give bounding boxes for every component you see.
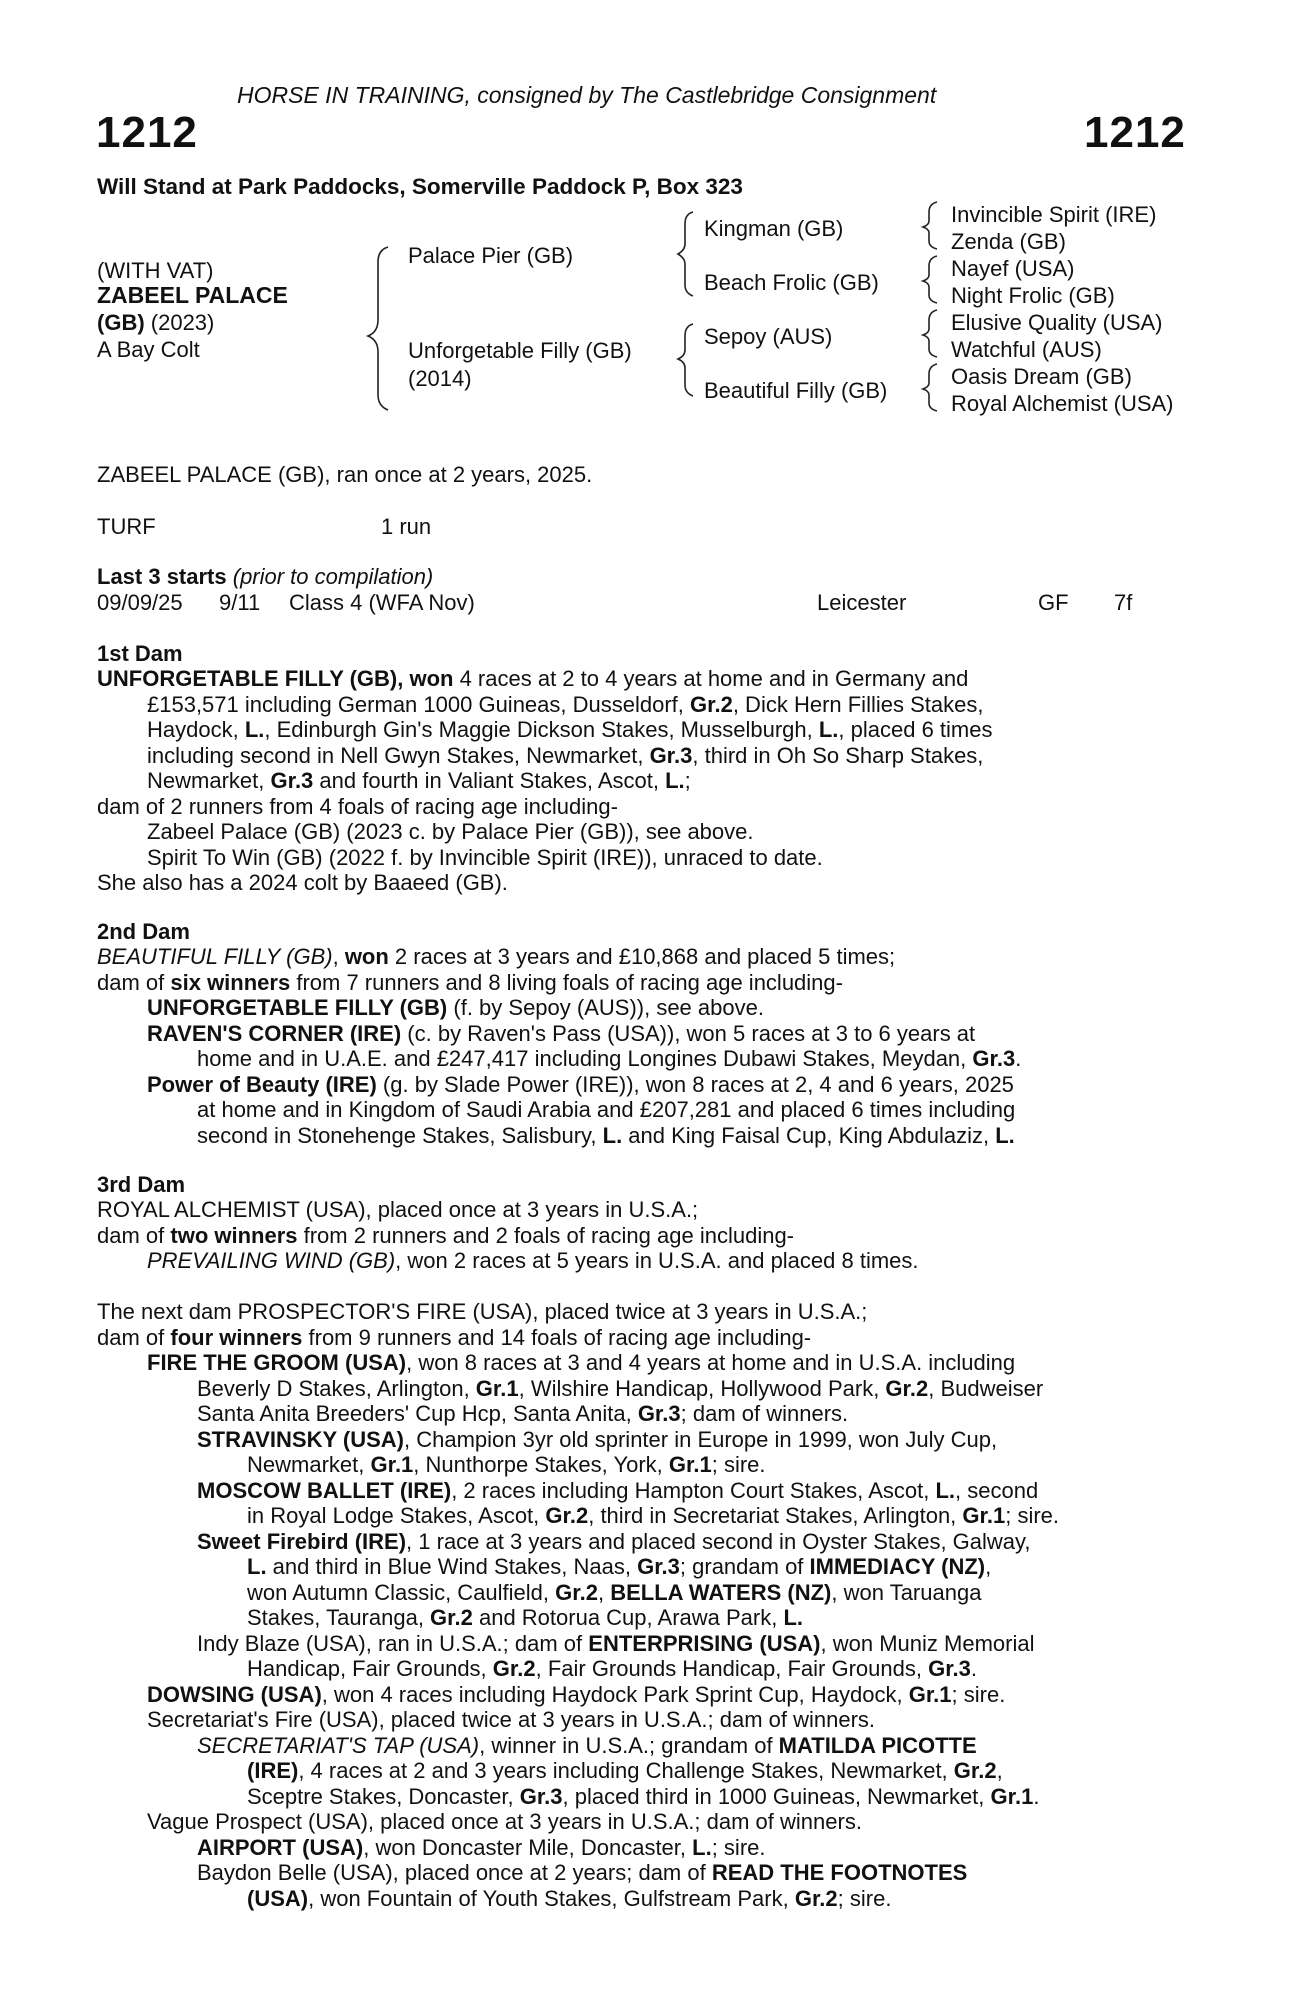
- nd-line3: [147, 1350, 1015, 1376]
- nd-t: Handicap, Fair Grounds,: [247, 1656, 493, 1681]
- pedigree-dam-dam: Beautiful Filly (GB): [704, 378, 888, 403]
- nd-t: Gr.1: [962, 1503, 1006, 1528]
- nd-line8: [197, 1478, 1038, 1504]
- nd-line17: Secretariat's Fire (USA), placed twice at 3 years in U.S.A.; dam of winners.: [147, 1707, 876, 1732]
- nd-line7: [247, 1452, 766, 1478]
- dam1-t: , placed 6 times: [838, 717, 993, 742]
- dam2-t: BEAUTIFUL FILLY (GB): [97, 944, 333, 969]
- sepoy-brace: [923, 310, 937, 357]
- nd-t: ; grandam of: [679, 1554, 810, 1579]
- nd-line12: [247, 1580, 981, 1606]
- nd-t: (USA): [247, 1885, 309, 1911]
- nd-t: , 2 races including Hampton Court Stakes, Ascot,: [451, 1477, 936, 1503]
- dam2-t: ,: [332, 944, 345, 969]
- nd-t: READ THE FOOTNOTES: [711, 1860, 968, 1885]
- nd-t: won Autumn Classic, Caulfield,: [247, 1579, 556, 1605]
- race-summary: ZABEEL PALACE (GB), ran once at 2 years, 2025.: [97, 462, 593, 487]
- nd-t: , won 4 races including Haydock Park Sprint Cup, Haydock,: [321, 1681, 909, 1707]
- dam3-line1: ROYAL ALCHEMIST (USA), placed once at 3 years in U.S.A.;: [97, 1197, 699, 1222]
- nd-t: .: [970, 1656, 978, 1681]
- dam2-line1: [97, 944, 895, 970]
- nd-t: Gr.3: [637, 1554, 680, 1579]
- dam2-t: L.: [602, 1122, 623, 1148]
- nd-t: ,: [597, 1579, 611, 1605]
- dam1-grade: L.: [818, 717, 839, 742]
- nd-line20: [247, 1784, 1039, 1810]
- nd-t: STRAVINSKY (USA): [197, 1426, 404, 1452]
- pedigree-sdd: Night Frolic (GB): [951, 283, 1115, 308]
- dam1-block: [97, 666, 1207, 896]
- nd-t: Gr.3: [637, 1401, 681, 1426]
- nd-t: , third in Secretariat Stakes, Arlington,: [588, 1503, 963, 1528]
- nd-t: , Champion 3yr old sprinter in Europe in 1999, won July Cup,: [403, 1426, 998, 1452]
- dam1-line5: [147, 768, 691, 794]
- nd-t: ; sire.: [711, 1452, 766, 1477]
- kingman-brace: [923, 202, 937, 249]
- horse-origin: (GB): [97, 310, 145, 335]
- pedigree-ddd: Royal Alchemist (USA): [951, 391, 1174, 416]
- dam2-t: RAVEN'S CORNER (IRE): [147, 1020, 402, 1046]
- nd-line1: The next dam PROSPECTOR'S FIRE (USA), placed twice at 3 years in U.S.A.;: [97, 1299, 868, 1324]
- sire-brace: [678, 212, 693, 296]
- pedigree-sss: Invincible Spirit (IRE): [951, 202, 1157, 227]
- nd-t: ,: [996, 1758, 1003, 1783]
- nd-line16: [147, 1682, 1005, 1708]
- dam1-t: including second in Nell Gwyn Stakes, Newmarket,: [147, 742, 650, 768]
- pedigree-dds: Oasis Dream (GB): [951, 364, 1132, 389]
- horse-year: (2023): [144, 310, 215, 335]
- dam1-grade: Gr.2: [690, 691, 733, 717]
- nd-t: , Fair Grounds Handicap, Fair Grounds,: [535, 1656, 929, 1681]
- dam2-t: and King Faisal Cup, King Abdulaziz,: [622, 1122, 996, 1148]
- last-starts-title: Last 3 starts: [97, 564, 227, 589]
- dam2-t: L.: [995, 1122, 1015, 1148]
- dam1-heading: 1st Dam: [97, 641, 183, 666]
- nd-line2: [97, 1325, 811, 1351]
- record-surface: TURF: [97, 514, 156, 539]
- dam2-t: (f. by Sepoy (AUS)), see above.: [447, 995, 764, 1020]
- dam2-t: from 7 runners and 8 living foals of racing age including-: [290, 969, 843, 995]
- dam1-t: Haydock,: [147, 717, 245, 742]
- dam1-grade: L.: [244, 717, 265, 742]
- nd-line10: [197, 1529, 1031, 1555]
- dam2-line2: [97, 970, 843, 996]
- nd-t: Gr.2: [555, 1579, 598, 1605]
- nd-t: MATILDA PICOTTE: [778, 1732, 977, 1758]
- nd-t: , won Fountain of Youth Stakes, Gulfstream Park,: [308, 1885, 795, 1911]
- dam3-t: , won 2 races at 5 years in U.S.A. and placed 8 times.: [395, 1248, 919, 1273]
- nd-line4: [197, 1376, 1043, 1402]
- dam1-t: £153,571 including German 1000 Guineas, Dusseldorf,: [147, 691, 691, 717]
- lot-number-left: 1212: [96, 108, 198, 157]
- dam2-t: (g. by Slade Power (IRE)), won 8 races at 2, 4 and 6 years, 2025: [376, 1071, 1014, 1097]
- nd-t: Gr.2: [885, 1375, 929, 1401]
- nd-t: , Wilshire Handicap, Hollywood Park,: [518, 1375, 886, 1401]
- horse-vat: (WITH VAT): [97, 258, 214, 283]
- horse-desc: A Bay Colt: [97, 337, 200, 362]
- nd-t: L.: [935, 1477, 956, 1503]
- nd-t: ; sire.: [711, 1834, 766, 1860]
- pedigree-dam-sire: Sepoy (AUS): [704, 324, 833, 349]
- pedigree-sds: Nayef (USA): [951, 256, 1075, 281]
- dam1-line2: [147, 692, 983, 718]
- pedigree-dsd: Watchful (AUS): [951, 337, 1102, 362]
- nd-t: from 9 runners and 14 foals of racing age including-: [302, 1324, 812, 1350]
- dam2-line8: [197, 1123, 1015, 1149]
- consignor-line: HORSE IN TRAINING, consigned by The Castlebridge Consignment: [237, 82, 937, 108]
- nd-line21: Vague Prospect (USA), placed once at 3 years in U.S.A.; dam of winners.: [147, 1809, 862, 1834]
- nd-t: Indy Blaze (USA), ran in U.S.A.; dam of: [197, 1630, 589, 1656]
- lot-number-right: 1212: [1084, 108, 1186, 157]
- nd-line9: [247, 1503, 1059, 1529]
- pedigree-ssd: Zenda (GB): [951, 229, 1066, 254]
- nd-t: Gr.2: [545, 1503, 589, 1528]
- dam3-t: two winners: [170, 1222, 298, 1248]
- dam1-t: , Edinburgh Gin's Maggie Dickson Stakes, Musselburgh,: [264, 717, 819, 742]
- nd-t: Gr.3: [928, 1656, 971, 1681]
- nd-t: Gr.1: [475, 1375, 519, 1401]
- pedigree-sire: Palace Pier (GB): [408, 243, 574, 268]
- nd-t: and third in Blue Wind Stakes, Naas,: [266, 1554, 638, 1579]
- nd-line15: [247, 1656, 977, 1682]
- beautiful-filly-brace: [923, 364, 937, 411]
- dam1-grade: L.: [665, 768, 685, 793]
- start-position: 9/11: [219, 590, 261, 615]
- nd-t: , second: [955, 1477, 1039, 1503]
- nd-t: Sweet Firebird (IRE): [197, 1528, 407, 1554]
- dam2-t: Gr.3: [972, 1046, 1016, 1071]
- nd-t: BELLA WATERS (NZ): [610, 1579, 832, 1605]
- nd-t: , won Taruanga: [831, 1579, 982, 1605]
- nd-t: Gr.2: [492, 1656, 536, 1681]
- nd-line18: [197, 1733, 977, 1759]
- nd-t: ; sire.: [951, 1681, 1006, 1707]
- dam2-t: 2 races at 3 years and £10,868 and placed 5 times;: [388, 944, 896, 969]
- dam2-line7: at home and in Kingdom of Saudi Arabia and £207,281 and placed 6 times including: [197, 1097, 1016, 1122]
- nd-t: four winners: [170, 1324, 303, 1350]
- nd-t: , placed third in 1000 Guineas, Newmarket,: [562, 1783, 991, 1809]
- dam3-line2: [97, 1223, 794, 1249]
- dam2-t: Power of Beauty (IRE): [147, 1071, 377, 1097]
- nd-t: , winner in U.S.A.; grandam of: [479, 1732, 779, 1758]
- dam2-t: won: [344, 944, 389, 969]
- nd-t: Gr.1: [668, 1452, 712, 1477]
- nd-t: AIRPORT (USA): [197, 1834, 364, 1860]
- nd-line14: [197, 1631, 1034, 1657]
- dam1-line6: dam of 2 runners from 4 foals of racing age including-: [97, 793, 618, 819]
- dam1-t: ;: [684, 768, 691, 793]
- nd-t: SECRETARIAT'S TAP (USA): [197, 1732, 480, 1758]
- nd-t: , 4 races at 2 and 3 years including Challenge Stakes, Newmarket,: [298, 1758, 954, 1783]
- dam3-heading: 3rd Dam: [97, 1172, 186, 1197]
- pedigree-sire-sire: Kingman (GB): [704, 216, 844, 241]
- nd-t: L.: [247, 1554, 267, 1579]
- dam2-t: home and in U.A.E. and £247,417 including Longines Dubawi Stakes, Meydan,: [197, 1046, 973, 1071]
- dam3-t: from 2 runners and 2 foals of racing age including-: [297, 1222, 795, 1248]
- start-distance: 7f: [1114, 590, 1133, 615]
- nd-t: ; sire.: [837, 1885, 892, 1911]
- nd-t: Gr.1: [990, 1783, 1034, 1809]
- dam1-t: Newmarket,: [147, 768, 271, 793]
- dam3-t: dam of: [97, 1222, 171, 1248]
- nd-t: , won Doncaster Mile, Doncaster,: [363, 1834, 693, 1860]
- nd-t: , won Muniz Memorial: [820, 1630, 1035, 1656]
- nd-t: and Rotorua Cup, Arawa Park,: [472, 1605, 784, 1630]
- dam2-line3: [147, 995, 764, 1021]
- dam2-t: dam of: [97, 969, 171, 995]
- nd-t: DOWSING (USA): [147, 1681, 322, 1707]
- dam3-line3: [147, 1248, 919, 1274]
- nd-t: , Nunthorpe Stakes, York,: [413, 1452, 669, 1477]
- dam1-t: and fourth in Valiant Stakes, Ascot,: [313, 768, 666, 793]
- nd-t: Gr.1: [370, 1452, 414, 1477]
- dam1-t: , third in Oh So Sharp Stakes,: [692, 742, 984, 768]
- nd-t: Stakes, Tauranga,: [247, 1605, 431, 1630]
- nd-t: Gr.2: [794, 1885, 838, 1911]
- stand-line: Will Stand at Park Paddocks, Somerville Paddock P, Box 323: [97, 174, 743, 199]
- nd-t: Gr.2: [430, 1605, 473, 1630]
- dam1-line7: Zabeel Palace (GB) (2023 c. by Palace Pier (GB)), see above.: [147, 819, 754, 844]
- nd-line6: [197, 1427, 997, 1453]
- dam2-t: .: [1015, 1046, 1022, 1071]
- dam2-heading: 2nd Dam: [97, 919, 190, 944]
- dam2-t: UNFORGETABLE FILLY (GB): [147, 995, 448, 1020]
- horse-name: ZABEEL PALACE: [97, 282, 288, 308]
- dam1-line4: [147, 743, 983, 769]
- dam1-name: UNFORGETABLE FILLY (GB), won: [97, 666, 454, 691]
- start-going: GF: [1038, 590, 1069, 615]
- sire-dam-brace: [368, 247, 388, 410]
- start-race: Class 4 (WFA Nov): [289, 590, 475, 615]
- dam2-block: [97, 944, 1207, 1148]
- nd-line19: [247, 1758, 1003, 1784]
- nd-t: Beverly D Stakes, Arlington,: [197, 1375, 476, 1401]
- nd-t: Gr.1: [908, 1681, 952, 1707]
- last-starts-note: (prior to compilation): [226, 564, 434, 589]
- nd-t: MOSCOW BALLET (IRE): [197, 1477, 452, 1503]
- pedigree-sire-dam: Beach Frolic (GB): [704, 270, 879, 295]
- dam1-grade: Gr.3: [270, 768, 314, 793]
- beach-frolic-brace: [923, 256, 937, 303]
- nd-t: ,: [985, 1554, 992, 1579]
- dam1-t: , Dick Hern Fillies Stakes,: [732, 691, 984, 717]
- nd-t: in Royal Lodge Stakes, Ascot,: [247, 1503, 546, 1528]
- nd-t: (IRE): [247, 1758, 299, 1783]
- nd-t: Newmarket,: [247, 1452, 371, 1477]
- nd-t: ; sire.: [1005, 1503, 1060, 1528]
- nd-t: FIRE THE GROOM (USA): [147, 1350, 407, 1375]
- last-starts-heading: [97, 564, 433, 590]
- nd-t: , won 8 races at 3 and 4 years at home and in U.S.A. including: [406, 1350, 1016, 1375]
- nd-t: dam of: [97, 1324, 171, 1350]
- nd-t: Sceptre Stakes, Doncaster,: [247, 1783, 520, 1809]
- nd-line24: [247, 1886, 891, 1912]
- dam2-line4: [147, 1021, 975, 1047]
- nd-line5: [197, 1401, 848, 1427]
- start-course: Leicester: [817, 590, 907, 615]
- dam1-line1: [97, 666, 1207, 692]
- nd-t: Gr.3: [519, 1783, 563, 1809]
- nd-line23: [197, 1860, 967, 1886]
- nd-line22: [197, 1835, 766, 1861]
- record-runs: 1 run: [381, 514, 432, 539]
- dam1-text1: 4 races at 2 to 4 years at home and in Germany and: [453, 666, 969, 691]
- nd-t: L.: [692, 1834, 712, 1860]
- nd-t: , 1 race at 3 years and placed second in Oyster Stakes, Galway,: [406, 1528, 1031, 1554]
- nd-t: IMMEDIACY (NZ): [809, 1554, 986, 1579]
- nd-t: , Budweiser: [928, 1375, 1044, 1401]
- dam1-line3: [147, 717, 993, 743]
- pedigree-dam: Unforgetable Filly (GB): [408, 338, 632, 363]
- dam2-t: (c. by Raven's Pass (USA)), won 5 races at 3 to 6 years at: [401, 1020, 976, 1046]
- dam3-t: PREVAILING WIND (GB): [147, 1248, 396, 1273]
- start-date: 09/09/25: [97, 590, 183, 615]
- dam1-line9: She also has a 2024 colt by Baaeed (GB).: [97, 870, 508, 895]
- nd-t: L.: [783, 1605, 804, 1630]
- dam2-t: six winners: [170, 969, 291, 995]
- nd-t: Gr.2: [953, 1758, 997, 1783]
- nd-t: .: [1033, 1783, 1040, 1809]
- dam1-line8: Spirit To Win (GB) (2022 f. by Invincible Spirit (IRE)), unraced to date.: [147, 844, 823, 870]
- pedigree-dss: Elusive Quality (USA): [951, 310, 1163, 335]
- nd-t: Santa Anita Breeders' Cup Hcp, Santa Anita,: [197, 1401, 638, 1426]
- next-dam-block: [97, 1299, 1207, 1911]
- dam-brace: [678, 324, 693, 396]
- dam2-t: second in Stonehenge Stakes, Salisbury,: [197, 1122, 603, 1148]
- dam3-block: [97, 1197, 1207, 1274]
- nd-t: ENTERPRISING (USA): [588, 1630, 821, 1656]
- dam2-line5: [197, 1046, 1021, 1072]
- nd-line13: [247, 1605, 803, 1631]
- pedigree-dam-year: (2014): [408, 366, 472, 391]
- nd-t: Baydon Belle (USA), placed once at 2 years; dam of: [197, 1860, 712, 1885]
- nd-t: ; dam of winners.: [680, 1401, 849, 1426]
- nd-line11: [247, 1554, 991, 1580]
- dam2-line6: [147, 1072, 1014, 1098]
- dam1-grade: Gr.3: [649, 742, 693, 768]
